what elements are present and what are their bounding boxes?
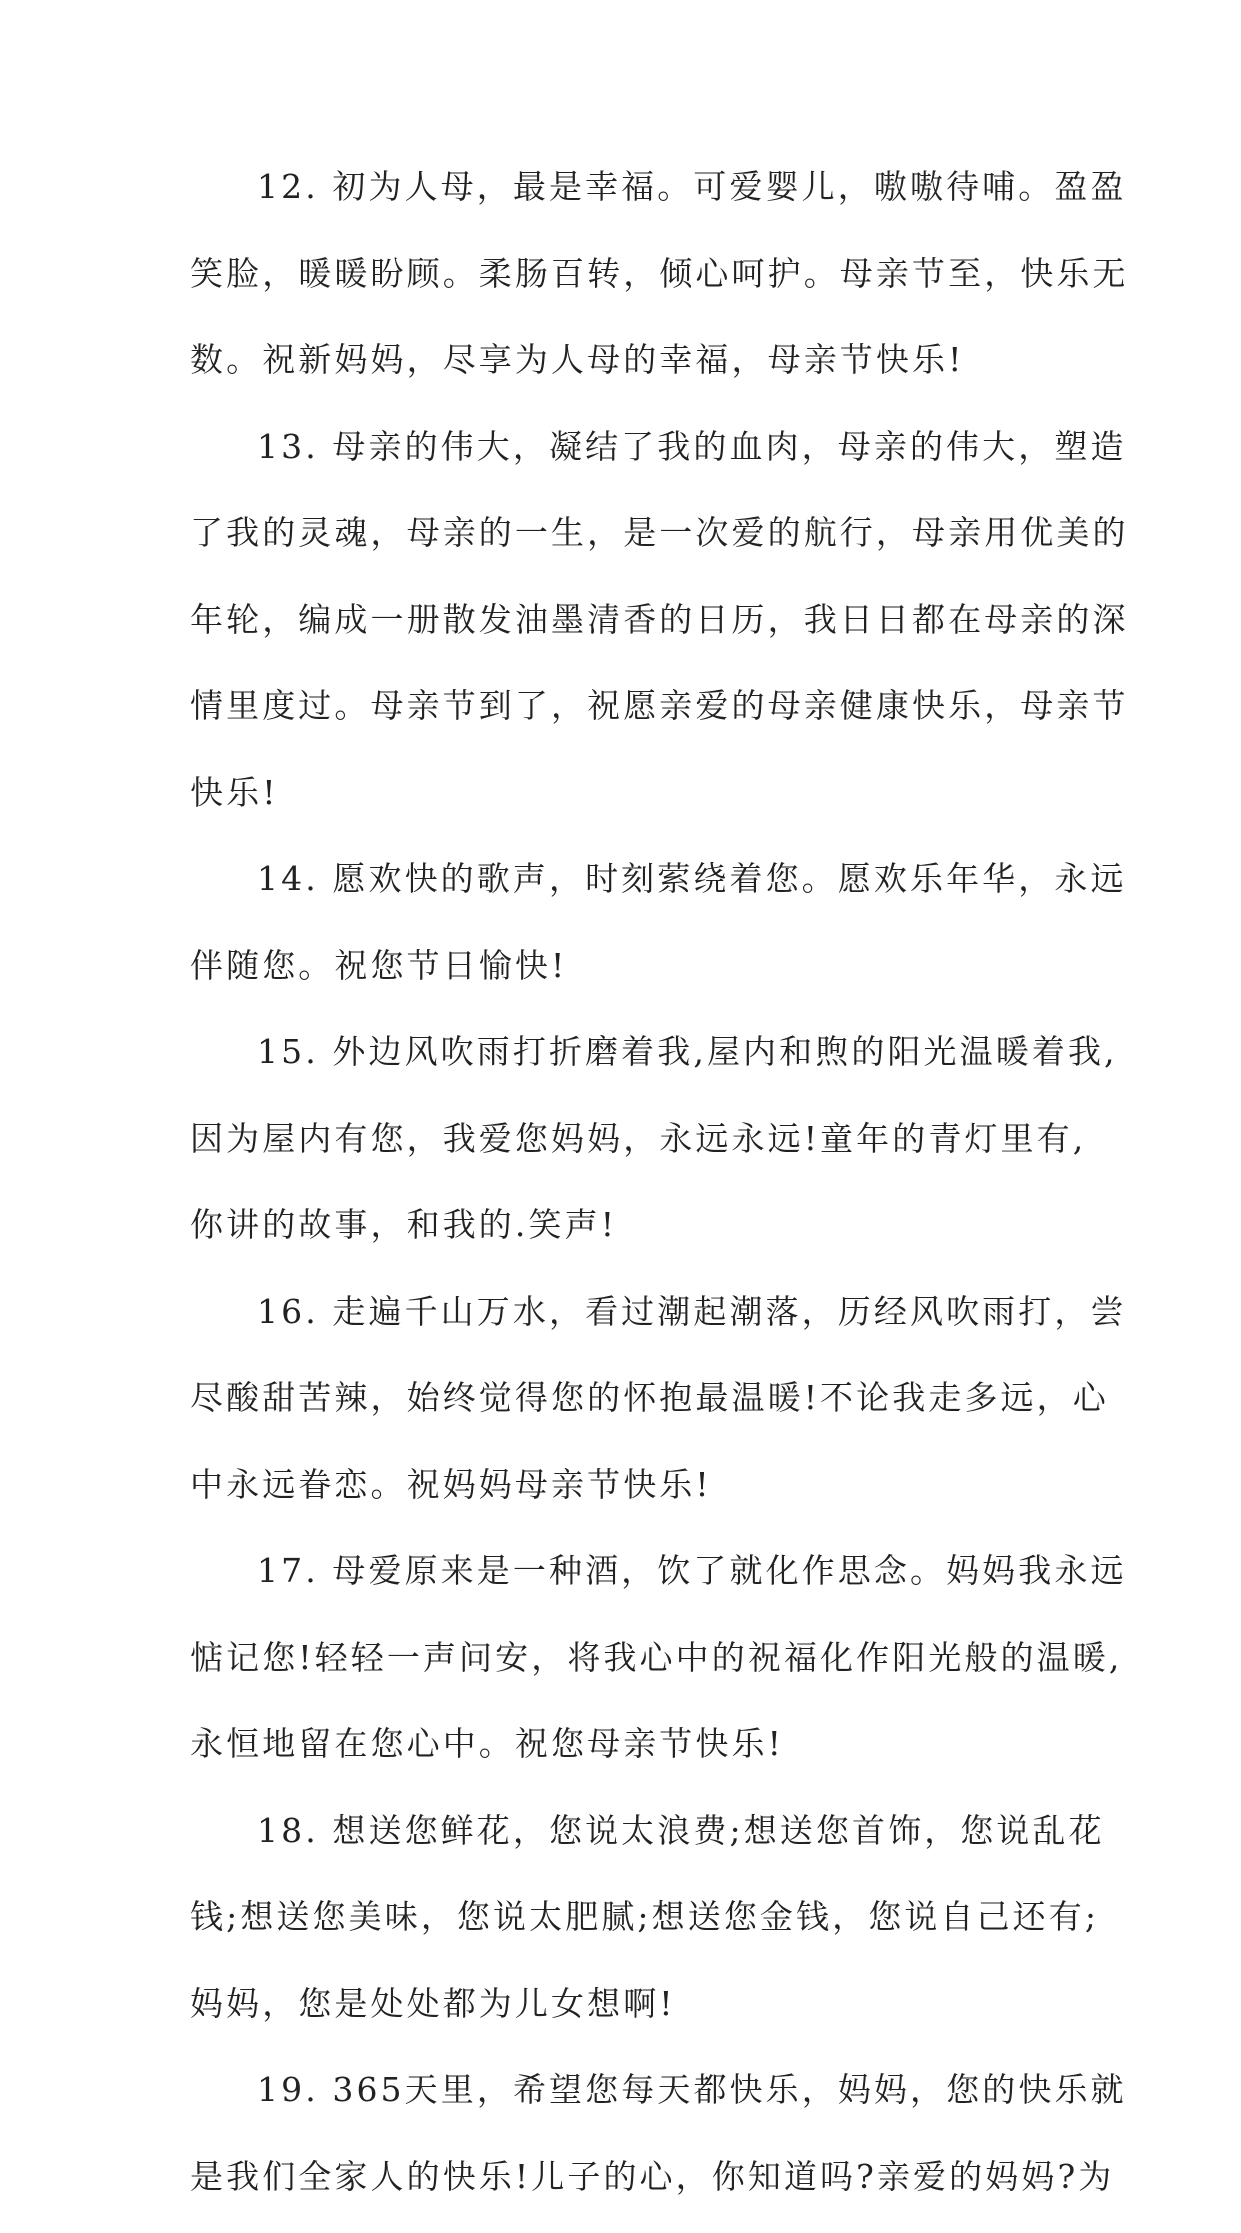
paragraph-15-line-3: 你讲的故事，和我的.笑声! [190,1195,1054,1282]
paragraph-12-line-2: 笑脸，暖暖盼顾。柔肠百转，倾心呵护。母亲节至，快乐无 [190,244,1054,331]
paragraph-13-line-1: 13. 母亲的伟大，凝结了我的血肉，母亲的伟大，塑造 [190,417,1054,504]
paragraph-13-line-3: 年轮，编成一册散发油墨清香的日历，我日日都在母亲的深 [190,590,1054,677]
paragraph-18-line-1: 18. 想送您鲜花，您说太浪费;想送您首饰，您说乱花 [190,1801,1054,1888]
paragraph-16-line-1: 16. 走遍千山万水，看过潮起潮落，历经风吹雨打，尝 [190,1282,1054,1369]
paragraph-12-line-3: 数。祝新妈妈，尽享为人母的幸福，母亲节快乐! [190,330,1054,417]
paragraph-14-line-2: 伴随您。祝您节日愉快! [190,936,1054,1023]
paragraph-18-line-3: 妈妈，您是处处都为儿女想啊! [190,1974,1054,2061]
paragraph-13-line-5: 快乐! [190,763,1054,850]
paragraph-12-line-1: 12. 初为人母，最是幸福。可爱婴儿，嗷嗷待哺。盈盈 [190,157,1054,244]
paragraph-17-line-3: 永恒地留在您心中。祝您母亲节快乐! [190,1714,1054,1801]
paragraph-13-line-4: 情里度过。母亲节到了，祝愿亲爱的母亲健康快乐，母亲节 [190,676,1054,763]
paragraph-19-line-1: 19. 365天里，希望您每天都快乐，妈妈，您的快乐就 [190,2060,1054,2147]
document-body [190,157,1054,2233]
paragraph-15-line-1: 15. 外边风吹雨打折磨着我,屋内和煦的阳光温暖着我, [190,1022,1054,1109]
paragraph-16-line-2: 尽酸甜苦辣，始终觉得您的怀抱最温暖!不论我走多远，心 [190,1368,1054,1455]
paragraph-16-line-3: 中永远眷恋。祝妈妈母亲节快乐! [190,1455,1054,1542]
paragraph-17-line-2: 惦记您!轻轻一声问安，将我心中的祝福化作阳光般的温暖, [190,1628,1054,1715]
paragraph-15-line-2: 因为屋内有您，我爱您妈妈，永远永远!童年的青灯里有, [190,1109,1054,1196]
paragraph-19-line-2: 是我们全家人的快乐!儿子的心，你知道吗?亲爱的妈妈?为 [190,2147,1054,2233]
paragraph-17-line-1: 17. 母爱原来是一种酒，饮了就化作思念。妈妈我永远 [190,1541,1054,1628]
paragraph-18-line-2: 钱;想送您美味，您说太肥腻;想送您金钱，您说自己还有; [190,1887,1054,1974]
paragraph-14-line-1: 14. 愿欢快的歌声，时刻萦绕着您。愿欢乐年华，永远 [190,849,1054,936]
paragraph-13-line-2: 了我的灵魂，母亲的一生，是一次爱的航行，母亲用优美的 [190,503,1054,590]
